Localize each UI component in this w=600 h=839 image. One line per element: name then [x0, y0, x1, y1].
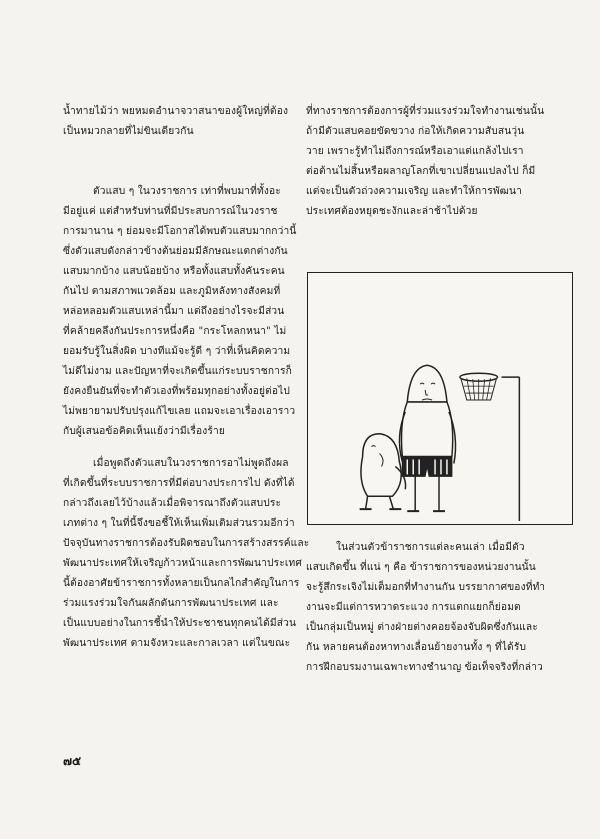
text-line: งานจะมีแต่การหวาดระแวง การแตกแยกก็ย่อมต	[306, 602, 521, 613]
text-line: กันไป ตามสภาพแวดล้อม และภูมิหลังทางสังคมที่	[63, 286, 281, 297]
text-line: เป็นกลุ่มเป็นหมู่ ต่างฝ่ายต่างคอยจ้องจับผิดซึ่งกันและ	[306, 622, 538, 633]
text-line: ปัจจุบันทางราชการต้องรับผิดชอบในการสร้างสรรค์และ	[63, 538, 310, 549]
text-line: เภทต่าง ๆ ในที่นี้จึงขอชี้ให้เห็นเพิ่มเติมส่วนรวมอีกว่า	[63, 518, 295, 529]
text-line: แสบเกิดขึ้น ที่แน่ ๆ คือ ข้าราชการของหน่วยงานนั้น	[306, 562, 536, 573]
text-line: จะรู้สึกระเจิงไม่เต็มอกที่ทำงานกัน บรรยากาศของที่ทำ	[306, 582, 546, 593]
cartoon-illustration	[307, 272, 573, 525]
left-column	[63, 102, 310, 654]
text-line: ในส่วนตัวข้าราชการแต่ละคนเล่า เมื่อมีตัว	[336, 542, 525, 553]
text-line: เมื่อพูดถึงตัวแสบในวงราชการอาไม่พูดถึงผล	[93, 458, 289, 469]
text-line: กับผู้เสนอข้อคิดเห็นแย้งว่ามีเรื่องร้าย	[63, 426, 225, 437]
text-line: ยอมรับรู้ในสิ่งผิด บางทีแม้จะรู้ดี ๆ ว่าที่เห็นคิดความ	[63, 346, 291, 357]
text-line: ต่อต้านไม่สิ้นหรือผลาญโลกที่เขาเปลี่ยนแปลงไป ก็มี	[306, 166, 536, 177]
text-line: ที่คล้ายคลึงกันประการหนึ่งคือ "กระโหลกหนา" ไม่	[63, 326, 287, 337]
text-line: แสบมากบ้าง แสบน้อยบ้าง หรือทั้งแสบทั้งคันระคน	[63, 266, 285, 277]
text-line: ไม่ดีไม่งาม และปัญหาที่จะเกิดขึ้นแก่ระบบราชการก็	[63, 366, 292, 377]
page-number: ๗๕	[63, 754, 82, 768]
text-line: นี้ต้องอาศัยข้าราชการทั้งหลายเป็นกลไกสำคัญในการ	[63, 578, 300, 589]
text-line: ตัวแสบ ๆ ในวงราชการ เท่าที่พบมาที่ทั้งอะ	[93, 186, 281, 197]
text-line: ซึ่งตัวแสบดังกล่าวข้างต้นย่อมมีลักษณะแตกต่างกัน	[63, 246, 288, 257]
text-line: ยังคงยืนยันที่จะทำตัวเองที่พร้อมทุกอย่างทั้งอยู่ต่อไป	[63, 386, 291, 397]
text-line: การฝึกอบรมงานเฉพาะทางชำนาญ ข้อเท็จจริงที่กล่าว	[306, 662, 543, 673]
text-line: หล่อหลอมตัวแสบเหล่านี้มา แต่ถึงอย่างไรจะมีส่วน	[63, 306, 285, 317]
text-line: พัฒนาประเทศ ตามจังหวะและกาลเวลา แต่ในขณะ	[63, 638, 291, 649]
text-line: พัฒนาประเทศให้เจริญก้าวหน้าและการพัฒนาประเทศ	[63, 558, 302, 569]
text-line: กล่าวถึงเลยไว้บ้างแล้วเมื่อพิจารณาถึงตัวแสบประ	[63, 498, 282, 509]
paragraph-1	[63, 102, 303, 142]
paragraph-2	[63, 182, 303, 442]
text-line: เป็นแบบอย่างในการชี้นำให้ประชาชนทุกคนได้มีส่วน	[63, 618, 297, 629]
text-line: ร่วมแรงร่วมใจกันผลักดันการพัฒนาประเทศ และ	[63, 598, 279, 609]
right-column-top	[306, 102, 571, 222]
text-line: ไม่พยายามปรับปรุงแก้ไขเลย แถมจะเอาเรื่องเอาราว	[63, 406, 296, 417]
text-line: ประเทศต้องหยุดชะงักและล่าช้าไปด้วย	[306, 206, 478, 217]
text-line: แต่จะเป็นตัวถ่วงความเจริญ และทำให้การพัฒนา	[306, 186, 523, 197]
text-line: มีอยู่แค่ แต่สำหรับท่านที่มีประสบการณ์ในวงราช	[63, 206, 278, 217]
text-line: ที่เกิดขึ้นที่ระบบราชการที่มีต่อบางประการไป ดังที่ได้	[63, 478, 295, 489]
text-line: วาย เพราะรู้ทำไม่ถึงการณ์หรือเอาแต่แกล้งไปเรา	[306, 146, 524, 157]
paragraph-3	[63, 454, 310, 654]
text-line: ถ้ามีตัวแสบคอยขัดขวาง ก่อให้เกิดความสับสนวุ่น	[306, 126, 525, 137]
basketball-hoop-cartoon-icon	[308, 273, 572, 524]
text-line: ที่ทางราชการต้องการผู้ที่ร่วมแรงร่วมใจทำงานเช่นนั้น	[306, 106, 545, 117]
right-column-bottom	[306, 538, 576, 678]
text-line: กัน หลายคนต้องหาทางเลื่อนย้ายงานทั้ง ๆ ที่ได้รับ	[306, 642, 527, 653]
text-line: น้ำทายไม้ว่า พยหมดอำนาจวาสนาของผู้ใหญ่ที่ต้อง	[63, 106, 289, 117]
text-line: การมานาน ๆ ย่อมจะมีโอกาสได้พบตัวแสบมากกว่านี้	[63, 226, 297, 237]
text-line: เป็นหมวกลายที่ไม่ขินเดียวกัน	[63, 126, 194, 137]
